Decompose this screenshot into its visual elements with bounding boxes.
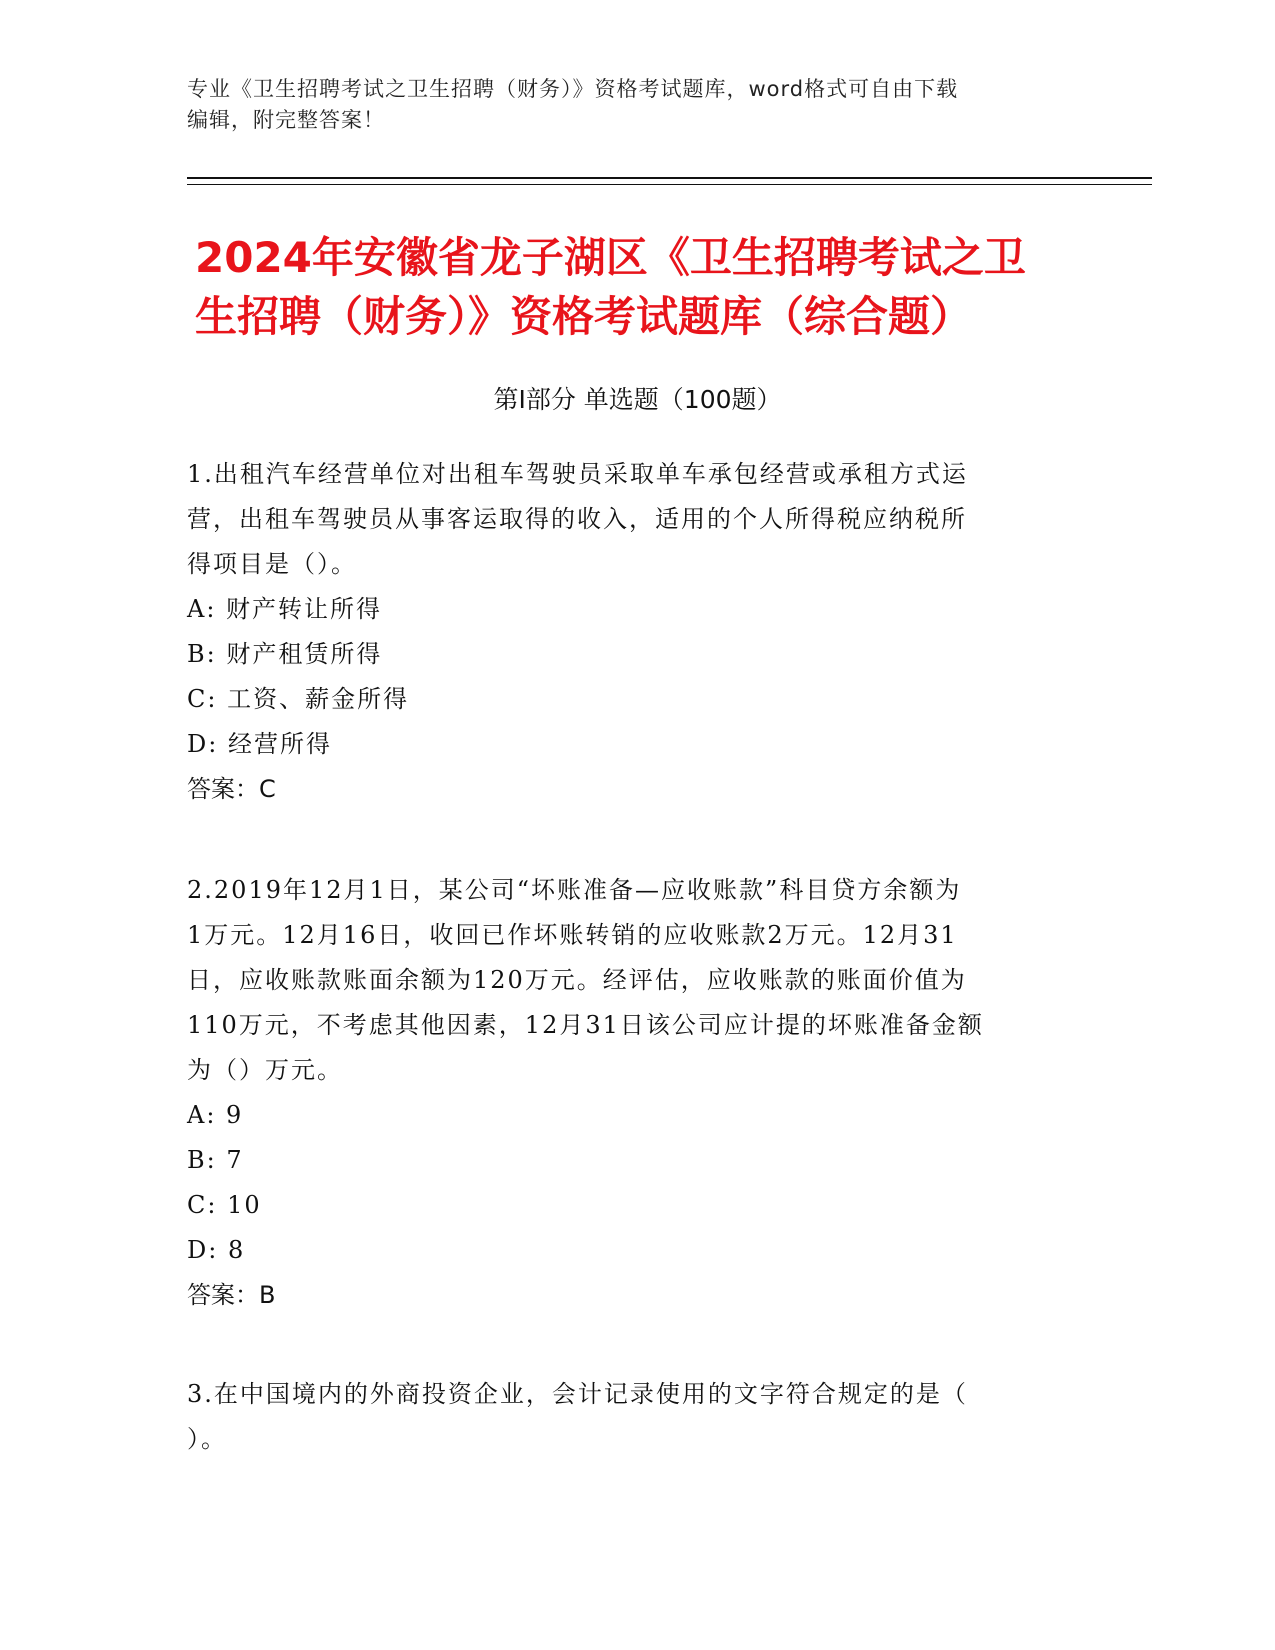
title-line-2: 生招聘（财务）》资格考试题库（综合题） bbox=[195, 292, 973, 341]
header-rule-thick bbox=[187, 177, 1152, 179]
question-2-line-2: 1万元。12月16日，收回已作坏账转销的应收账款2万元。12月31 bbox=[187, 921, 958, 949]
question-2 bbox=[187, 868, 1077, 1318]
question-1-option-d: D: 经营所得 bbox=[187, 730, 332, 758]
question-2-line-3: 日，应收账款账面余额为120万元。经评估，应收账款的账面价值为 bbox=[187, 966, 967, 994]
question-1-line-3: 得项目是（）。 bbox=[187, 550, 357, 578]
question-3-line-1: 3.在中国境内的外商投资企业，会计记录使用的文字符合规定的是（ bbox=[187, 1380, 968, 1408]
question-1-line-1: 1.出租汽车经营单位对出租车驾驶员采取单车承包经营或承租方式运 bbox=[187, 460, 968, 488]
question-1-option-c: C: 工资、薪金所得 bbox=[187, 685, 410, 713]
question-2-option-c: C: 10 bbox=[187, 1191, 262, 1219]
header-line-2: 编辑，附完整答案！ bbox=[187, 108, 385, 132]
question-1-option-a: A: 财产转让所得 bbox=[187, 595, 383, 623]
question-2-line-4: 110万元，不考虑其他因素，12月31日该公司应计提的坏账准备金额 bbox=[187, 1011, 984, 1039]
question-3 bbox=[187, 1372, 1077, 1462]
question-1-option-b: B: 财产租赁所得 bbox=[187, 640, 383, 668]
question-1-line-2: 营，出租车驾驶员从事客运取得的收入，适用的个人所得税应纳税所 bbox=[187, 505, 967, 533]
question-2-line-1: 2.2019年12月1日，某公司“坏账准备—应收账款”科目贷方余额为 bbox=[187, 876, 962, 904]
document-title bbox=[195, 228, 1095, 346]
header-line-1: 专业《卫生招聘考试之卫生招聘（财务）》资格考试题库，word格式可自由下载 bbox=[187, 77, 959, 101]
question-3-line-2: ）。 bbox=[187, 1425, 227, 1453]
question-1 bbox=[187, 452, 1077, 812]
question-2-option-b: B: 7 bbox=[187, 1146, 244, 1174]
header-rule-thin bbox=[187, 184, 1152, 185]
question-2-option-d: D: 8 bbox=[187, 1236, 246, 1264]
question-1-answer: 答案：C bbox=[187, 775, 276, 803]
section-heading: 第Ⅰ部分 单选题（100题） bbox=[493, 385, 782, 414]
question-2-option-a: A: 9 bbox=[187, 1101, 244, 1129]
page-header bbox=[187, 74, 1067, 136]
title-line-1: 2024年安徽省龙子湖区《卫生招聘考试之卫 bbox=[195, 233, 1026, 282]
question-2-line-5: 为（）万元。 bbox=[187, 1056, 343, 1084]
question-2-answer: 答案：B bbox=[187, 1281, 276, 1309]
